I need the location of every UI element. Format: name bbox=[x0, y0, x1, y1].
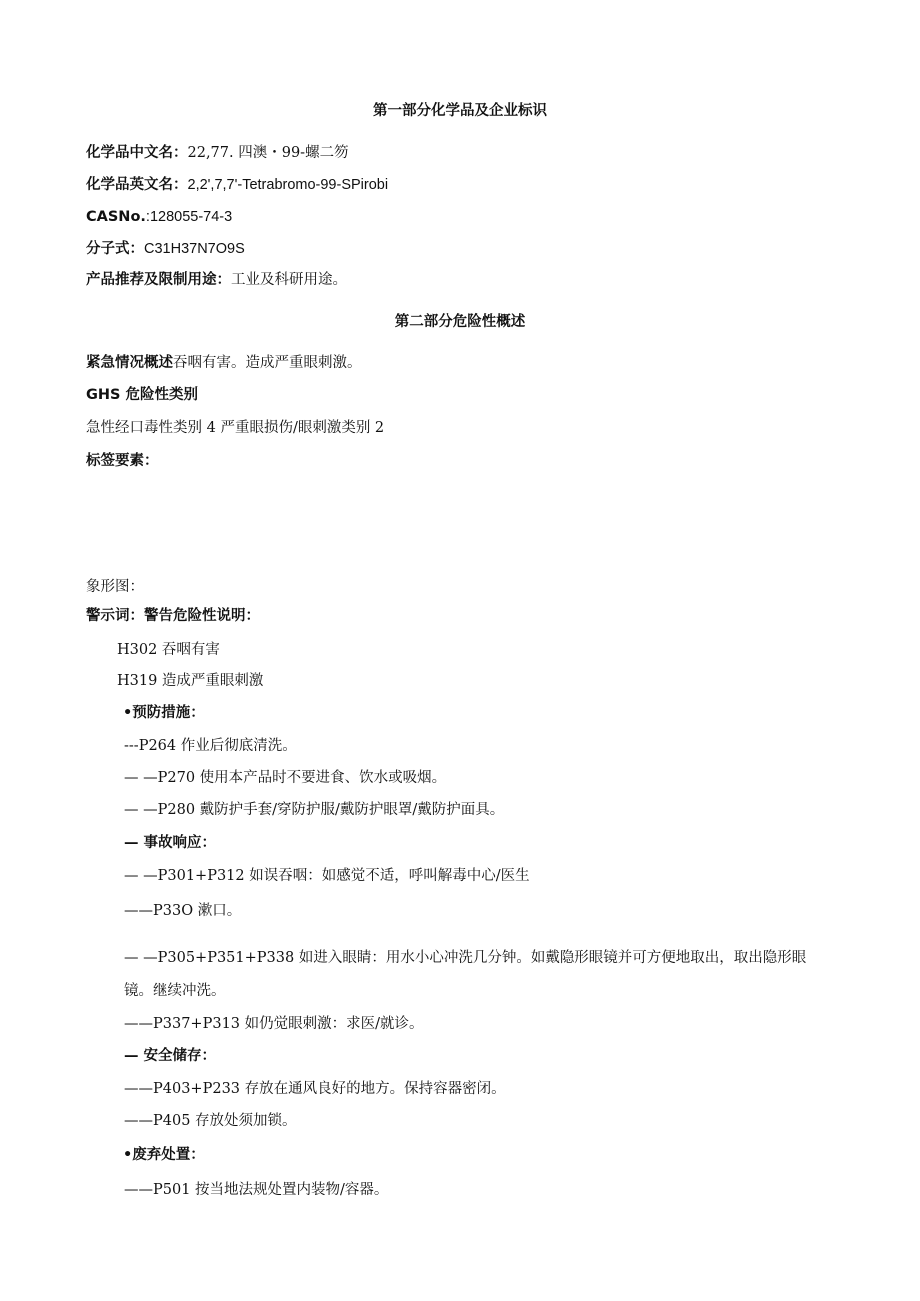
formula-label: 分子式： bbox=[86, 241, 144, 257]
precaution-line: ——P501 按当地法规处置内装物/容器。 bbox=[124, 1182, 389, 1198]
formula-line bbox=[86, 239, 245, 259]
response-title: — 事故响应： bbox=[124, 835, 217, 851]
precaution-line: — —P301+P312 如误吞咽：如感觉不适，呼叫解毒中心/医生 bbox=[124, 868, 530, 884]
precaution-line: ——P33O 漱口。 bbox=[124, 903, 242, 919]
cas-value: :128055-74-3 bbox=[145, 209, 233, 225]
emergency-line bbox=[86, 353, 362, 373]
ghs-value: 急性经口毒性类别 4 严重眼损伤/眼刺激类别 2 bbox=[86, 420, 385, 436]
en-name-label: 化学品英文名： bbox=[86, 177, 188, 193]
precaution-line: ---P264 作业后彻底清洗。 bbox=[124, 738, 297, 754]
hazard-statement: H319 造成严重眼刺激 bbox=[117, 673, 264, 689]
precaution-line: — —P280 戴防护手套/穿防护服/戴防护眼罩/戴防护面具。 bbox=[124, 802, 505, 818]
part1-title: 第一部分化学品及企业标识 bbox=[373, 103, 547, 119]
formula-value: C31H37N7O9S bbox=[144, 241, 245, 257]
precaution-line: ——P403+P233 存放在通风良好的地方。保持容器密闭。 bbox=[124, 1081, 506, 1097]
label-elements: 标签要素： bbox=[86, 453, 159, 469]
use-value: 工业及科研用途。 bbox=[231, 272, 347, 288]
prevention-title: •预防措施： bbox=[123, 705, 205, 721]
hazard-statement: H302 吞咽有害 bbox=[117, 642, 220, 658]
storage-title: — 安全储存： bbox=[124, 1048, 217, 1064]
disposal-title: •废弃处置： bbox=[123, 1147, 205, 1163]
emergency-label: 紧急情况概述 bbox=[86, 355, 173, 371]
cas-line bbox=[86, 207, 232, 227]
use-line bbox=[86, 270, 347, 290]
use-label: 产品推荐及限制用途： bbox=[86, 272, 231, 288]
precaution-line: — —P305+P351+P338 如进入眼睛：用水小心冲洗几分钟。如戴隐形眼镜并可方便地取出，取出隐形眼 bbox=[124, 950, 807, 966]
cn-name-line bbox=[86, 143, 349, 163]
cn-name-label: 化学品中文名： bbox=[86, 145, 188, 161]
pictogram-label: 象形图： bbox=[86, 579, 144, 595]
ghs-label: GHS 危险性类别 bbox=[86, 387, 199, 403]
precaution-line: ——P405 存放处须加锁。 bbox=[124, 1113, 297, 1129]
signal-word: 警示词：警告危险性说明： bbox=[86, 608, 260, 624]
precaution-line: ——P337+P313 如仍觉眼刺激：求医/就诊。 bbox=[124, 1016, 424, 1032]
en-name-value: 2,2',7,7'-Tetrabromo-99-SPirobi bbox=[187, 177, 389, 193]
precaution-line: — —P270 使用本产品时不要进食、饮水或吸烟。 bbox=[124, 770, 447, 786]
precaution-line: 镜。继续冲洗。 bbox=[124, 983, 226, 999]
en-name-line bbox=[86, 175, 388, 195]
part2-title: 第二部分危险性概述 bbox=[394, 314, 526, 330]
cas-label: CASNo. bbox=[86, 209, 146, 225]
cn-name-value: 22,77. 四澳・99-螺二笏 bbox=[187, 145, 349, 161]
emergency-value: 吞咽有害。造成严重眼刺激。 bbox=[173, 355, 362, 371]
